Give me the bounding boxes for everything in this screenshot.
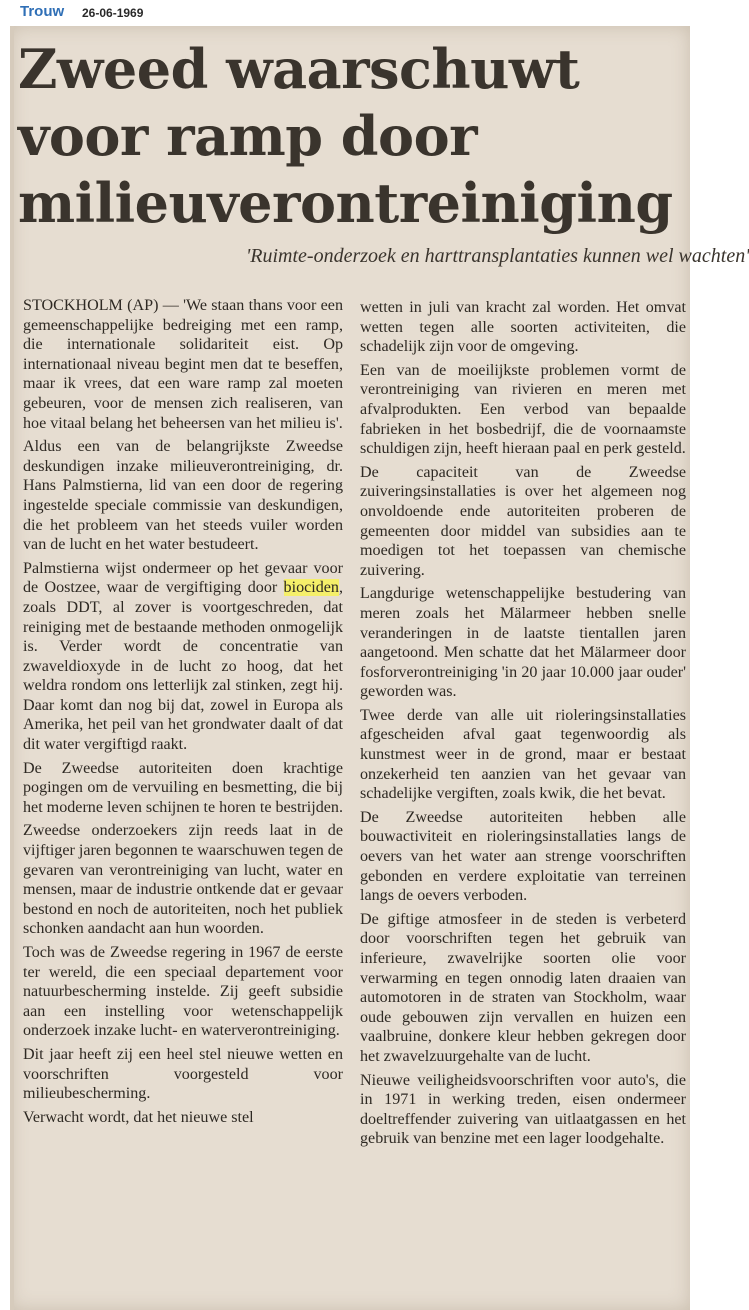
paragraph: Twee derde van alle uit rioleringsinstallaties afgescheiden afval gaat tegenwoordig als kunstmest weer in de grond, maar er bestaat onzekerheid ten aanzien van het gevaar van schadelijke vergiften, zoals kwik, die het bevat. <box>360 706 686 803</box>
paragraph-text: , zoals DDT, al zover is voortgeschreden, dat reiniging met de bestaande methoden onmogelijk is. Verder wordt de concentratie van zwaveldioxyde in de lucht zo hoog, dat het weldra rondom ons letterlijk zal stinken, zegt hij. Daar komt dan nog bij dat, zowel in Europa als Amerika, het peil van het grondwater daalt of dat dit water vergiftigd raakt. <box>23 579 343 754</box>
paragraph: De giftige atmosfeer in de steden is verbeterd door voorschriften tegen het gebruik van inferieure, zwavelrijke soorten olie voor verwarming en tegen onnodig laten draaien van automotoren in de straten van Stockholm, waar oude gebouwen zijn vervallen en huizen een vaalbruine, donkere kleur hebben gekregen door het zwavelzuurgehalte van de lucht. <box>360 910 686 1065</box>
paragraph: Langdurige wetenschappelijke bestudering van meren zoals het Mälarmeer hebben snelle veranderingen in de laatste tientallen jaren aangetoond. Men schatte dat het Mälarmeer door fosforverontreiniging 'in 20 jaar 10.000 jaar ouder' geworden was. <box>360 585 686 701</box>
paragraph: STOCKHOLM (AP) — 'We staan thans voor een gemeenschappelijke bedreiging met een ramp, die internationale solidariteit eist. Op internationaal niveau begint men dat te beseffen, maar ik vrees, dat een ware ramp zal moeten gebeuren, voor de mensen zich realiseren, van hoe vitaal belang het beheersen van het milieu is'. <box>23 297 343 432</box>
paragraph: De Zweedse autoriteiten doen krachtige pogingen om de vervuiling en besmetting, die bij het moderne leven schijnen te horen te bestrijden. <box>23 759 343 816</box>
paragraph-text: Palmstierna wijst ondermeer op het gevaar voor de Oostzee, waar de vergiftiging door <box>23 559 343 597</box>
article-column-left <box>23 296 343 1131</box>
paragraph: Een van de moeilijkste problemen vormt de verontreiniging van rivieren en meren met afvalprodukten. Een verbod van bepaalde fabrieken in het bosbedrijf, die de voornaamste schuldigen zijn, heeft hieraan paal en perk gesteld. <box>360 361 686 458</box>
source-bar <box>0 0 700 26</box>
paragraph: Dit jaar heeft zij een heel stel nieuwe wetten en voorschriften voorgesteld voor milieubescherming. <box>23 1045 343 1103</box>
article-subheadline: 'Ruimte-onderzoek en harttransplantaties kunnen wel wachten' <box>246 245 749 267</box>
article-column-right <box>360 298 686 1153</box>
paragraph <box>23 559 343 755</box>
publication-date: 26-06-1969 <box>82 6 144 20</box>
paragraph: wetten in juli van kracht zal worden. Het omvat wetten tegen alle soorten activiteiten, die schadelijk zijn voor de omgeving. <box>360 299 686 356</box>
paragraph: De Zweedse autoriteiten hebben alle bouwactiviteit en rioleringsinstallaties langs de oevers van het water aan strenge voorschriften gebonden en verdere exploitatie van terreinen langs de oevers verboden. <box>360 808 686 905</box>
paragraph: Aldus een van de belangrijkste Zweedse deskundigen inzake milieuverontreiniging, dr. Hans Palmstierna, lid van een door de regering ingestelde speciale commissie van deskundigen, die het probleem van het steeds vuiler worden van de lucht en het water bestudeert. <box>23 438 343 554</box>
paragraph: Nieuwe veiligheidsvoorschriften voor auto's, die in 1971 in werking treden, eisen ondermeer doeltreffender zuivering van uitlaatgassen en het gebruik van benzine met een lager loodgehalte. <box>360 1071 686 1148</box>
paragraph: Verwacht wordt, dat het nieuwe stel <box>23 1108 254 1126</box>
newspaper-name: Trouw <box>20 3 65 20</box>
paragraph: De capaciteit van de Zweedse zuiveringsinstallaties is over het algemeen nog onvoldoende ende autoriteiten proberen de gemeenten door middel van subsidies aan te moedigen tot het toepassen van chemische zuivering. <box>360 463 686 579</box>
article-headline: Zweed waarschuwt voor ramp door milieuverontreiniging <box>18 37 673 235</box>
paragraph: Toch was de Zweedse regering in 1967 de eerste ter wereld, die een speciaal departement voor natuurbescherming instelde. Zij geeft subsidie aan een instelling voor wetenschappelijk onderzoek inzake lucht- en waterverontreiniging. <box>23 944 343 1040</box>
highlighted-term: biociden <box>283 579 339 597</box>
paragraph: Zweedse onderzoekers zijn reeds laat in de vijftiger jaren begonnen te waarschuwen tegen de gevaren van verontreiniging van lucht, water en mensen, maar de industrie ontkende dat er gevaar bestond en noch de autoriteiten, noch het publiek schonken aandacht aan hun woorden. <box>23 822 343 938</box>
clipping-edge <box>10 26 14 1310</box>
newspaper-clipping <box>10 26 749 1310</box>
